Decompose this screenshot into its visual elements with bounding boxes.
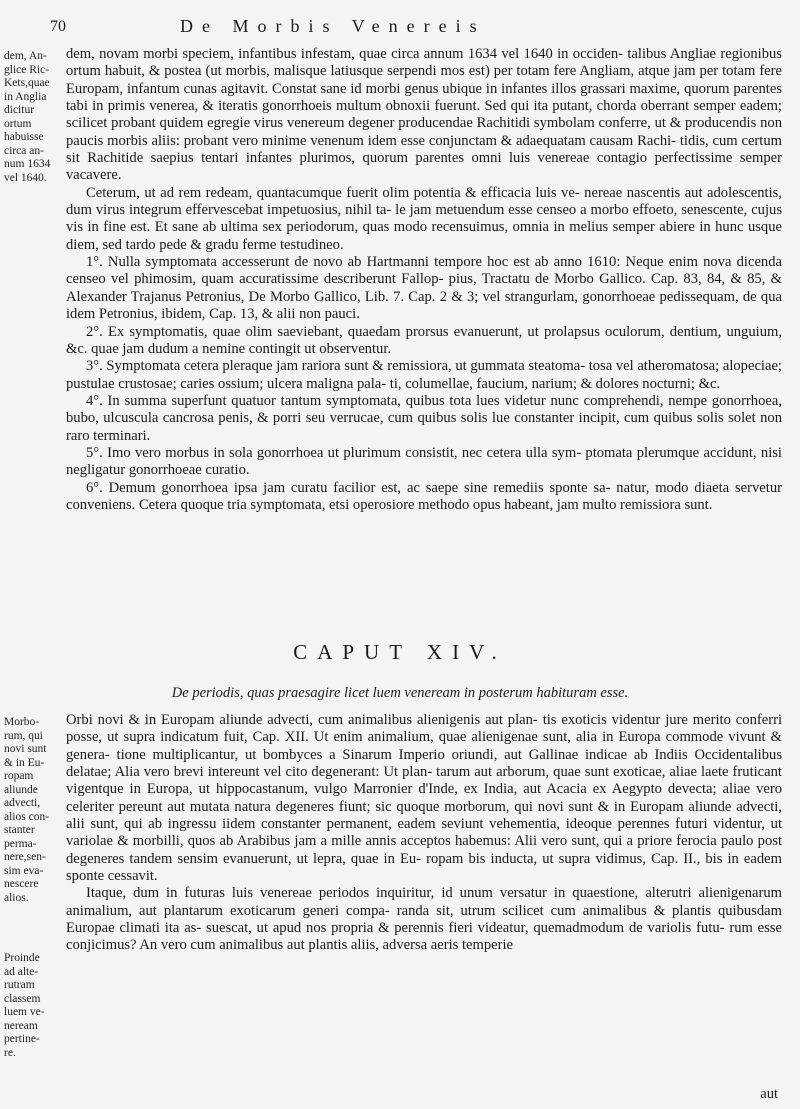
- margin-line: advecti,: [4, 797, 41, 809]
- margin-line: vel 1640.: [4, 171, 47, 184]
- paragraph: Orbi novi & in Europam aliunde advecti, cum animalibus alienigenis aut plan- tis exoticis videntur jure merito conferri posse, ut supra indicatum fuit, Cap. XII. Ut enim animalium, quae alienigenae sunt, alia in Europa commode vivunt & genera- tione multiplicantur, ut bombyces a Sinarum Imperio oriundi, aut Gallinae indicae ab Indiis Occidentalibus delatae; Alia vero brevi intereunt vel cito degenerant: Ut plan- tarum aut arborum, quae sunt exoticae, aliae laete fruticant vigentque in Europa, ut hippocastanum, vulgo Marronier d'Inde, ex India, aut Acacia ex Aegypto devecta; aliae vero celeriter pereunt aut mutata natura degeneres fiunt; sic quoque morborum, qui novi sunt & in Europam aliunde advecti, alii sunt, qui ab ingressu iidem constanter permanent, eadem seviunt vehementia, ideoque perennes futuri videntur, ut variolae & morbilli, quos ab Arabibus jam a mille annis acceptos habemus: Alii vero sunt, qui a priore ferocia paulo post degeneres tandem sensim evanuerunt, ut lepra, quae in Eu- ropam bis inducta, ut supra vidimus, Cap. II., bis in eadem sponte cessavit.: [66, 712, 782, 885]
- margin-line: Kets,quae: [4, 77, 50, 89]
- margin-line: nere,sen-: [4, 851, 46, 863]
- paragraph: 2°. Ex symptomatis, quae olim saeviebant, quaedam prorsus evanuerunt, ut prolapsus oculorum, dentium, unguium, &c. quae jam dudum a nemine contingit ut observentur.: [66, 323, 782, 357]
- paragraph: dem, novam morbi speciem, infantibus infestam, quae circa annum 1634 vel 1640 in occiden- talibus Angliae regionibus ortum habuit, & postea (ut morbis, malisque latiusque serpendi mos est) per totam fere Angliam, atque jam per totam fere Europam, infantum cunas agitavit. Constat sane id morbi genus ubique in infantes illos grassari maxime, quorum parentes tabi in primis venerea, & iteratis gonorrhoeis multum obnoxii fuerunt. Sed qui ita putant, chorda oberrant semper eadem; scilicet probant quidem egregie virus venereum degener producendae Rachitidi symbolam conferre, ut & producendis non paucis morbis aliis: probant vero minime venenum idem esse conjunctam & adaequatam causam Rachi- tidis, cum certum sit Rachitide saepius tentari infantes plurimos, quorum parentes omni luis venereae contagio perfectissime semper vacavere.: [66, 46, 782, 184]
- margin-line: perma-: [4, 837, 37, 850]
- margin-line: classem: [4, 992, 41, 1005]
- running-title: De Morbis Venereis: [180, 16, 486, 36]
- text-block-top: [66, 46, 782, 514]
- margin-line: re.: [4, 1046, 16, 1059]
- chapter-subtitle: De periodis, quas praesagire licet luem veneream in posterum habituram esse.: [171, 685, 629, 701]
- page-number: 70: [50, 18, 66, 35]
- margin-line: habuisse: [4, 131, 44, 143]
- margin-line: aliunde: [4, 783, 38, 796]
- margin-line: Morbo-: [4, 716, 40, 728]
- paragraph: 4°. In summa superfunt quatuor tantum symptomata, quibus tota lues videtur nunc comprehendi, nempe gonorrhoea, bubo, ulcuscula cancrosa penis, & porri seu verrucae, cum quibus solis lue constanter incipit, cum quibus solis solet non raro terminari.: [66, 392, 782, 444]
- margin-line: neream: [4, 1019, 38, 1032]
- margin-line: ortum: [4, 117, 32, 130]
- margin-line: ad alte-: [4, 965, 39, 978]
- margin-line: nescere: [4, 878, 39, 890]
- paragraph: 3°. Symptomata cetera pleraque jam rariora sunt & remissiora, ut gummata steatoma- tosa vel atheromatosa; alopeciae; pustulae crustosae; caries ossium; ulcera maligna pala- ti, columellae, faucium, narium; & dolores nocturni; &c.: [66, 358, 782, 392]
- margin-line: circa an-: [4, 144, 44, 157]
- text-block-bottom: [66, 712, 782, 955]
- catchword: aut: [760, 1086, 778, 1102]
- paragraph: Itaque, dum in futuras luis venereae periodos inquiritur, id unum versatur in quaestione, alterutri alienigenarum animalium, aut plantarum exoticarum generi compa- randa sit, utrum scilicet cum animalibus & plantis quibusdam Europae climati ita as- suescat, ut apud nos propria & perennis fieri videatur, quemadmodum de variolis futu- rum esse conjicimus? An vero cum animalibus aut plantis aliis, adversa aeris temperie: [66, 885, 782, 954]
- margin-line: Proinde: [4, 952, 40, 964]
- paragraph: 6°. Demum gonorrhoea ipsa jam curatu facilior est, ac saepe sine remediis sponte sa- natur, modo diaeta servetur conveniens. Cetera quoque tria symptomata, etsi operosiore methodo opus habeant, jam multo remissiora sunt.: [66, 479, 782, 513]
- margin-note-rachitis: [4, 50, 54, 185]
- margin-line: rutram: [4, 979, 35, 991]
- margin-line: stanter: [4, 824, 35, 836]
- margin-line: novi sunt: [4, 743, 47, 755]
- margin-line: in Anglia: [4, 90, 47, 103]
- margin-line: ropam: [4, 770, 34, 782]
- margin-line: luem ve-: [4, 1006, 45, 1018]
- margin-line: dicitur: [4, 104, 35, 116]
- margin-line: & in Eu-: [4, 756, 45, 769]
- margin-line: dem, An-: [4, 50, 47, 62]
- margin-note-proinde: [4, 952, 54, 1060]
- margin-line: alios.: [4, 891, 29, 904]
- margin-note-morbi-novi: [4, 716, 54, 905]
- paragraph: Ceterum, ut ad rem redeam, quantacumque fuerit olim potentia & efficacia luis ve- nereae nascentis aut adolescentis, dum virus integrum effervescebat impetuosius, nihil ta- le jam metuendum esse censeo a morbo effoeto, senescente, cujus vis in fine est. Et sane ab ultima sex periodorum, quas modo recensuimus, omnia in melius semper abiere in hunc usque diem, sed tardo pede & gradu ferme testudineo.: [66, 184, 782, 253]
- margin-line: glice Ric-: [4, 63, 50, 76]
- page-header: [50, 14, 780, 42]
- margin-line: num 1634: [4, 158, 51, 170]
- margin-line: sim eva-: [4, 864, 44, 877]
- margin-line: pertine-: [4, 1033, 40, 1045]
- chapter-heading: CAPUT XIV.: [293, 640, 507, 664]
- margin-line: rum, qui: [4, 729, 43, 742]
- margin-line: alios con-: [4, 810, 50, 823]
- paragraph: 1°. Nulla symptomata accesserunt de novo ab Hartmanni tempore hoc est ab anno 1610: Neque enim nova dicenda censeo vel phimosim, quam accuratissime describerunt Fallop- pius, Tractatu de Morbo Gallico. Cap. 83, 84, & 85, & Alexander Trajanus Petronius, De Morbo Gallico, Lib. 7. Cap. 2 & 3; vel strangurlam, gonorrhoeae pedissequam, de qua idem Petronius, ibidem, Cap. 13, & alii non pauci.: [66, 254, 782, 323]
- paragraph: 5°. Imo vero morbus in sola gonorrhoea ut plurimum consistit, nec cetera ulla sym- ptomata plerumque accidunt, nisi negligatur gonorrhoeae curatio.: [66, 444, 782, 479]
